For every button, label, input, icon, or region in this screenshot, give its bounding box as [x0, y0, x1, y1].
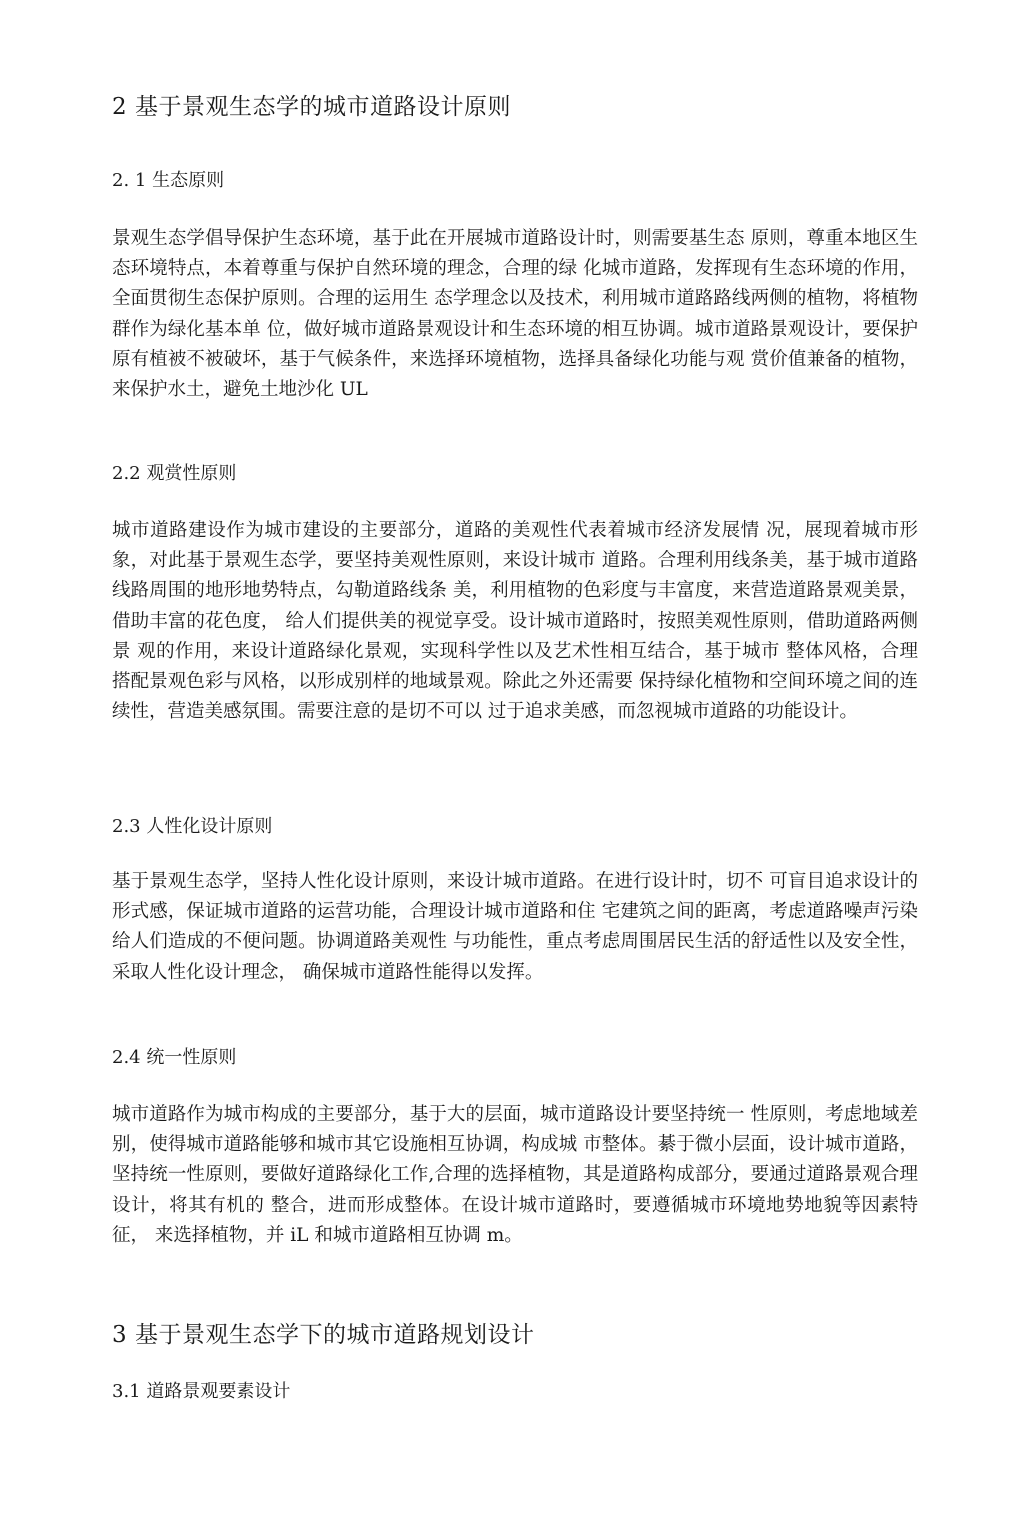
section-heading-2: 2 基于景观生态学的城市道路设计原则	[112, 94, 511, 120]
paragraph-ornamental-principle: 城市道路建设作为城市建设的主要部分，道路的美观性代表着城市经济发展情 况，展现着城市形象，对此基于景观生态学，要坚持美观性原则，来设计城市 道路。合理利用线条美，基于城市道路线路周围的地形地势特点，勾勒道路线条 美，利用植物的色彩度与丰富度，来营造道路景观美景，借助丰富的花色度， 给人们提供美的视觉享受。设计城市道路时，按照美观性原则，借助道路两侧景 观的作用，来设计道路绿化景观，实现科学性以及艺术性相互结合，基于城市 整体风格，合理搭配景观色彩与风格，以形成别样的地域景观。除此之外还需要 保持绿化植物和空间环境之间的连续性，营造美感氛围。需要注意的是切不可以 过于追求美感，而忽视城市道路的功能设计。	[112, 520, 918, 723]
subsection-heading-3-1: 3.1 道路景观要素设计	[112, 1381, 291, 1402]
section-heading-3: 3 基于景观生态学下的城市道路规划设计	[112, 1322, 535, 1348]
subsection-heading-2-3: 2.3 人性化设计原则	[112, 816, 273, 837]
subsection-heading-2-2: 2.2 观赏性原则	[112, 463, 237, 484]
subsection-heading-2-4: 2.4 统一性原则	[112, 1047, 237, 1068]
paragraph-unity-principle: 城市道路作为城市构成的主要部分，基于大的层面，城市道路设计要坚持统一 性原则，考虑地域差别，使得城市道路能够和城市其它设施相互协调，构成城 市整体。綦于微小层面，设计城市道路，坚持统一性原则，要做好道路绿化工作,合理的选择植物，其是道路构成部分，要通过道路景观合理设计，将其有机的 整合，进而形成整体。在设计城市道路时，要遵循城市环境地势地貌等因素特征， 来选择植物，并 iL 和城市道路相互协调 m。	[112, 1104, 918, 1246]
paragraph-ecology-principle: 景观生态学倡导保护生态环境，基于此在开展城市道路设计时，则需要基生态 原则，尊重本地区生态环境特点，本着尊重与保护自然环境的理念，合理的绿 化城市道路，发挥现有生态环境的作用，全面贯彻生态保护原则。合理的运用生 态学理念以及技术，利用城市道路路线两侧的植物，将植物群作为绿化基本单 位，做好城市道路景观设计和生态环境的相互协调。城市道路景观设计，要保护 原有植被不被破坏，基于气候条件，来选择环境植物，选择具备绿化功能与观 赏价值兼备的植物，来保护水土，避免土地沙化 UL	[112, 228, 918, 401]
paragraph-humanized-principle: 基于景观生态学，坚持人性化设计原则，来设计城市道路。在进行设计时，切不 可盲目追求设计的形式感，保证城市道路的运营功能，合理设计城市道路和住 宅建筑之间的距离，考虑道路噪声污染给人们造成的不便问题。协调道路美观性 与功能性，重点考虑周围居民生活的舒适性以及安全性，采取人性化设计理念， 确保城市道路性能得以发挥。	[112, 871, 918, 983]
subsection-heading-2-1: 2. 1 生态原则	[112, 170, 225, 191]
